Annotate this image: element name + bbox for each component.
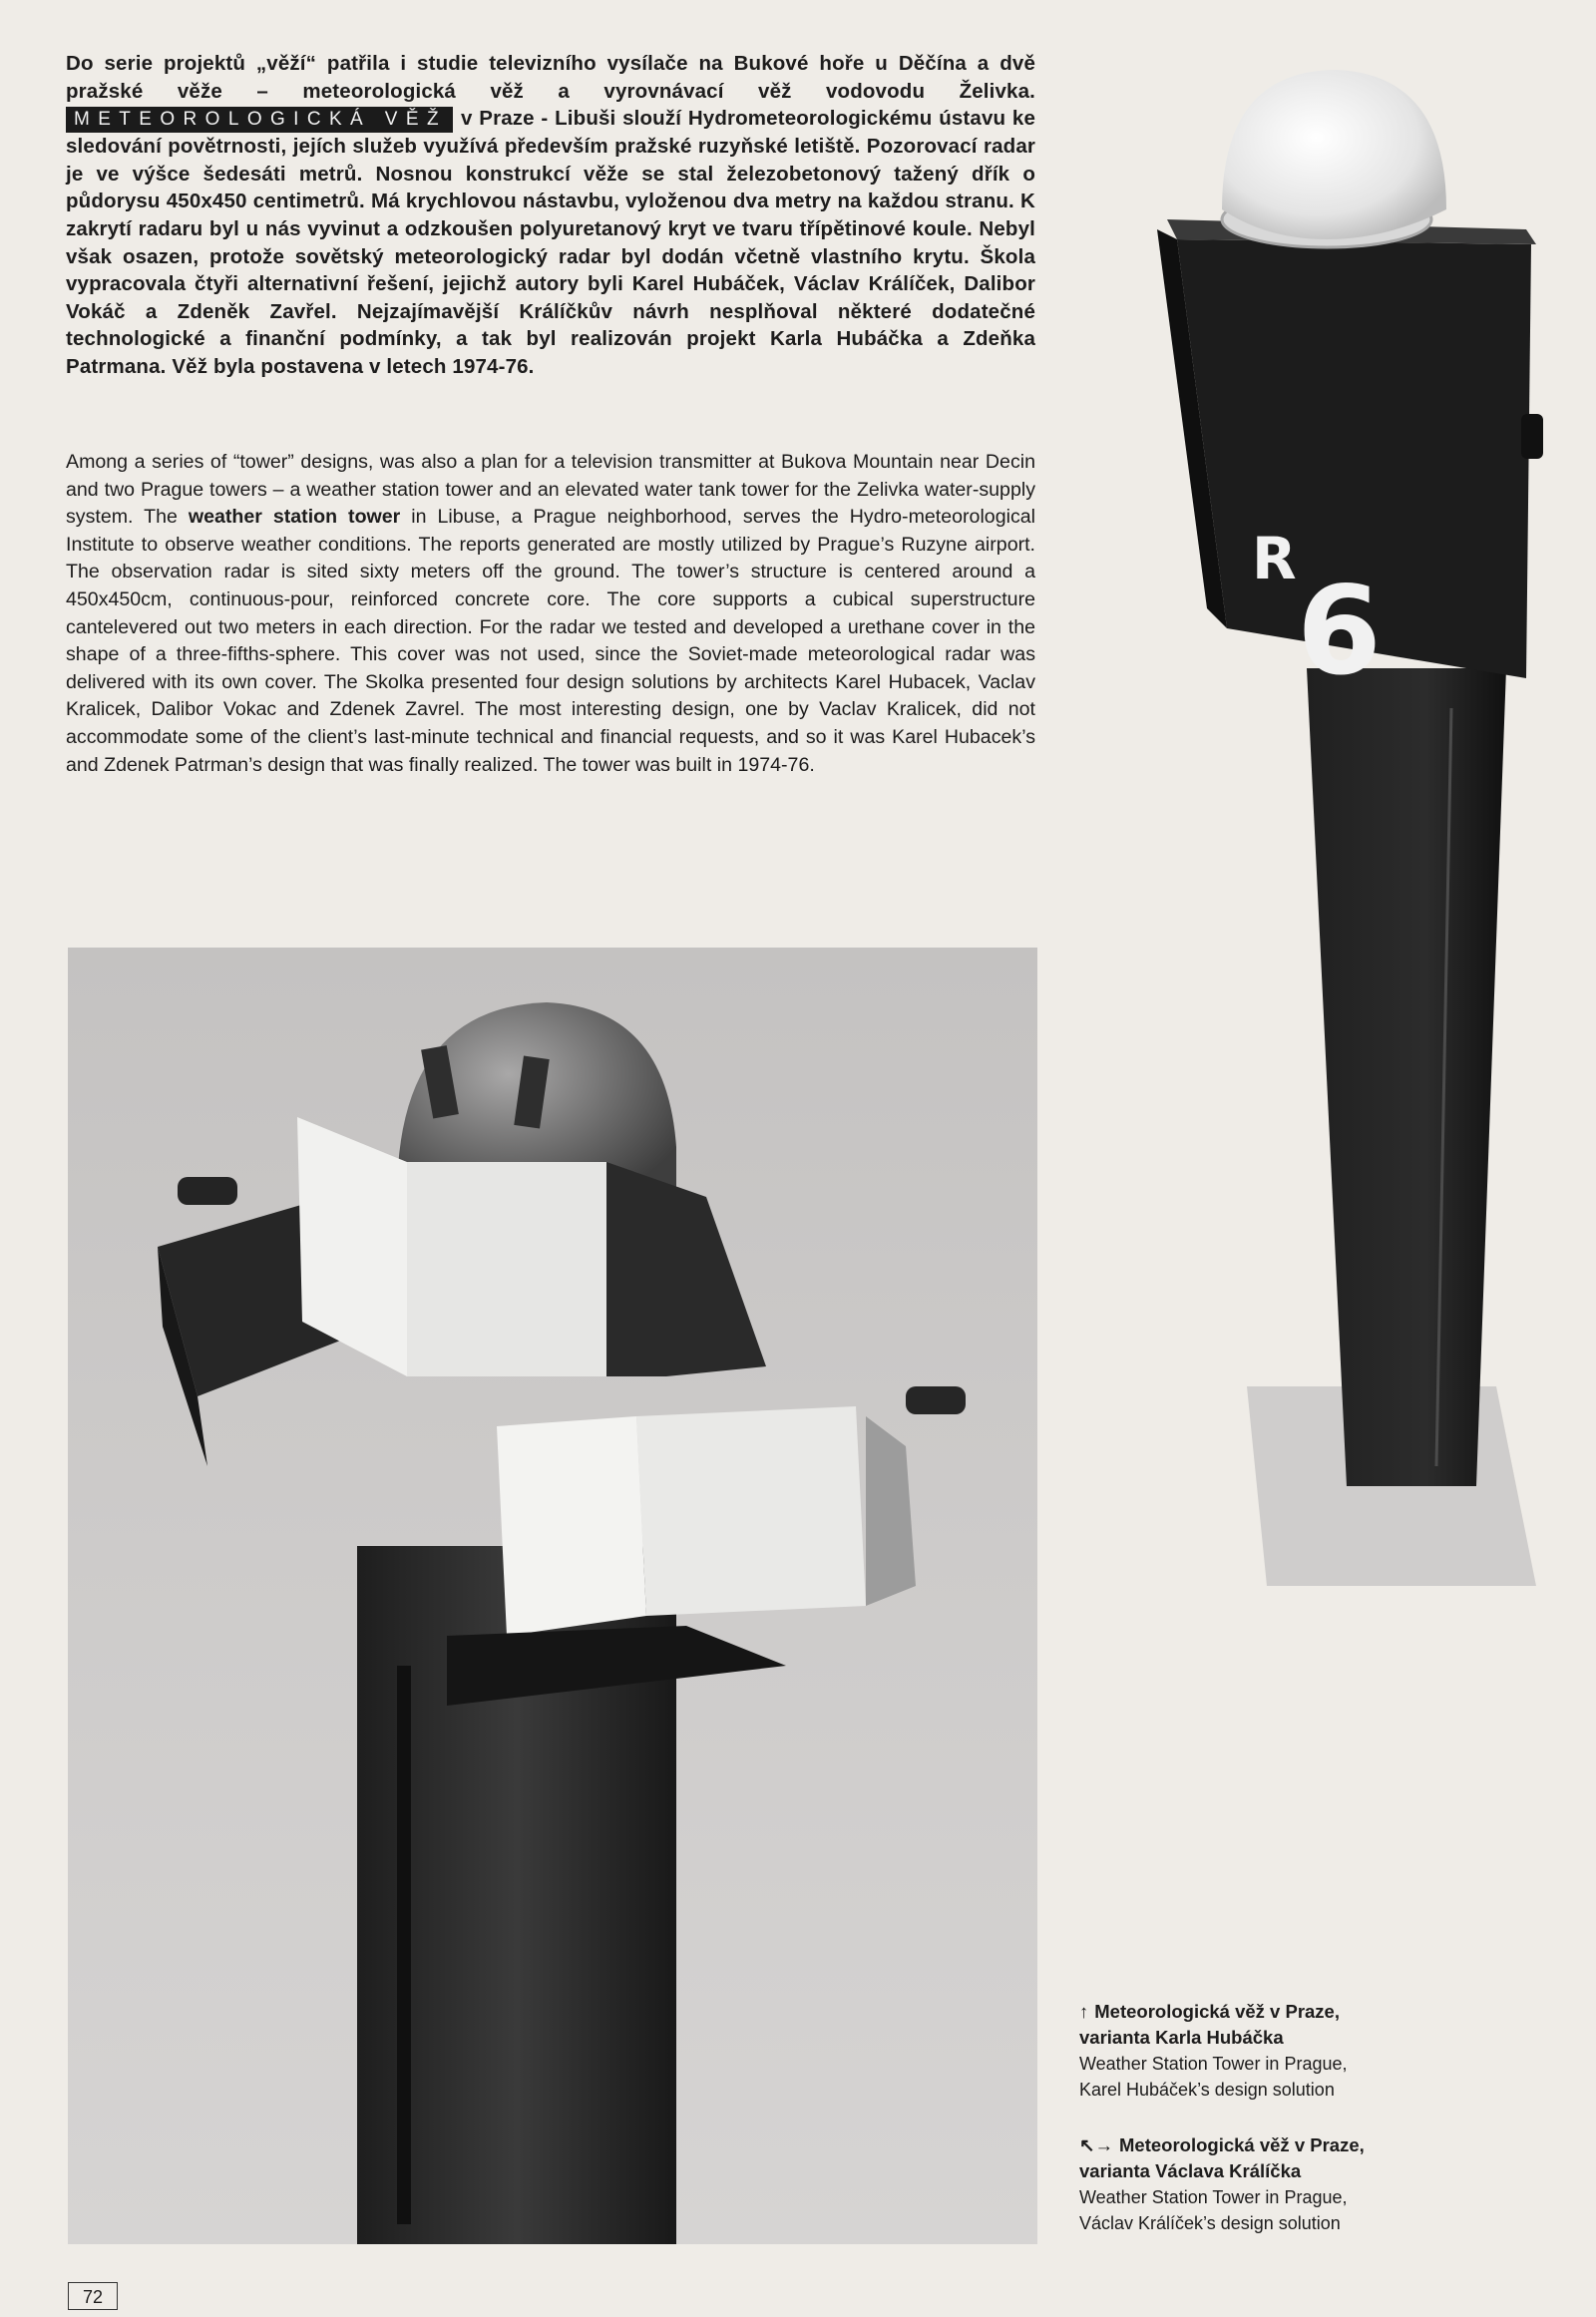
english-text-end: in Libuse, a Prague neighborhood, serves the Hydro-meteorological Institute to observe weather conditions. The reports generated are mostly utilized by Prague’s Ruzyne airport. The observation radar is sited sixty meters off the ground. The tower’s structure is centered around a 450x450cm, continuous-pour, reinforced concrete core. The core supports a cubical superstructure cantelevered out two meters in each direction. For the radar we tested and developed a urethane cover in the shape of a three-fifths-sphere. This cover was not used, since the Soviet-made meteorological radar was delivered with its own cover. The Skolka presented four design solutions by architects Karel Hubacek, Vaclav Kralicek, Dalibor Vokac and Zdenek Zavrel. The most interesting design, one by Vaclav Kralicek, did not accommodate some of the client’s last-minute technical and financial requests, and so it was Karel Hubacek’s and Zdenek Patrman’s design that was finally realized. The tower was built in 1974-76. bbox=[66, 506, 1035, 776]
page-number: 72 bbox=[68, 2282, 118, 2310]
up-arrow-icon: ↑ bbox=[1079, 2001, 1089, 2022]
caption-1-czech-line2: varianta Karla Hubáčka bbox=[1079, 2027, 1284, 2048]
model-label-digit: 6 bbox=[1297, 561, 1382, 702]
left-right-arrow-icon: ↖→ bbox=[1079, 2134, 1114, 2155]
english-bold-phrase: weather station tower bbox=[188, 506, 401, 529]
tower-model-photo-kralicek bbox=[68, 948, 1037, 2244]
hubacek-model-illustration bbox=[1057, 70, 1596, 1596]
czech-paragraph bbox=[66, 50, 1035, 381]
caption-2-czech-line1: Meteorologická věž v Praze, bbox=[1119, 2134, 1365, 2155]
caption-2-english-line1: Weather Station Tower in Prague, bbox=[1079, 2187, 1348, 2207]
tower-model-photo-hubacek bbox=[1057, 70, 1596, 1596]
caption-2-czech-line2: varianta Václava Králíčka bbox=[1079, 2160, 1302, 2181]
czech-intro: Do serie projektů „věží“ patřila i studie televizního vysílače na Bukové hoře u Děčína a dvě pražské věže – meteorologická věž a vyrovnávací věž vodovodu Želivka. bbox=[66, 52, 1035, 103]
czech-body: v Praze - Libuši slouží Hydrometeorologickému ústavu ke sledování povětrnosti, jejích služeb využívá především pražské ruzyňské letiště. Pozorovací radar je ve výšce šedesáti metrů. Nosnou konstrukcí věže se stal železobetonový tažený dřík o půdorysu 450x450 centimetrů. Má krychlovou nástavbu, vyloženou dva metry na každou stranu. K zakrytí radaru byl u nás vyvinut a odzkoušen polyuretanový kryt ve tvaru třípětinové koule. Nebyl však osazen, protože sovětský meteorologický radar byl dodán včetně vlastního krytu. Škola vypracovala čtyři alternativní řešení, jejichž autory byli Karel Hubáček, Václav Králíček, Dalibor Vokáč a Zdeněk Zavřel. Nejzajímavější Králíčkův návrh nesplňoval některé dodatečné technologické a finanční podmínky, a tak byl realizován projekt Karla Hubáčka a Zdeňka Patrmana. Věž byla postavena v letech 1974-76. bbox=[66, 107, 1035, 378]
caption-2-english-line2: Václav Králíček’s design solution bbox=[1079, 2213, 1341, 2233]
section-tag: METEOROLOGICKÁ VĚŽ bbox=[66, 107, 453, 133]
caption-kralicek bbox=[1079, 2132, 1458, 2236]
english-text-start: Among a series of “tower” designs, was also a plan for a television transmitter at Bukova Mountain near Decin and two Prague towers – a weather station tower and an elevated water tank tower for the Zelivka water-supply system. The bbox=[66, 451, 1035, 529]
kralicek-model-illustration bbox=[68, 948, 1037, 2244]
caption-1-english-line2: Karel Hubáček’s design solution bbox=[1079, 2080, 1335, 2100]
caption-1-english-line1: Weather Station Tower in Prague, bbox=[1079, 2054, 1348, 2074]
caption-hubacek bbox=[1079, 1999, 1458, 2103]
caption-1-czech-line1: Meteorologická věž v Praze, bbox=[1094, 2001, 1340, 2022]
english-paragraph bbox=[66, 449, 1035, 779]
model-label-letter: R bbox=[1252, 525, 1297, 592]
